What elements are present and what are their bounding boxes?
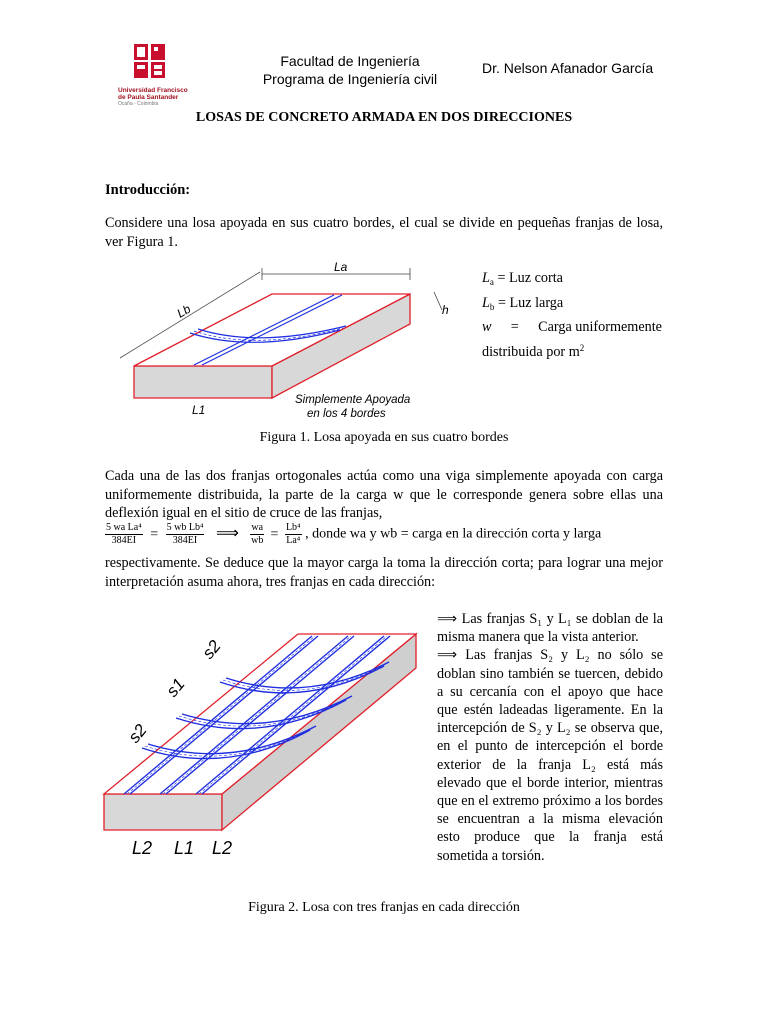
university-logo xyxy=(118,42,208,106)
figure2-side-text xyxy=(437,610,663,865)
paragraph-deflection: Cada una de las dos franjas ortogonales actúa como una viga simplemente apoyada con carga uniformemente distribuida, la parte de la carga w que le corresponde genera sobre ellas una deflexión igual en el sitio de cruce de las franjas, xyxy=(105,468,663,521)
program-name: Programa de Ingeniería civil xyxy=(262,71,438,87)
figure2-three-strips-diagram xyxy=(102,608,422,872)
dim-h-line xyxy=(434,292,442,310)
eq-fraction-3: $\frac{wa}{wb}$ xyxy=(251,522,264,546)
figure1-slab-diagram xyxy=(112,258,472,426)
legend-lb: $L_b$ = Luz larga xyxy=(482,294,564,312)
eq-fraction-4: $\frac{\text{Lb⁴}}{\text{La⁴}}$ xyxy=(285,522,301,546)
label-lb: Lb xyxy=(174,301,194,321)
eq-fraction-1: $\frac{\text{5 wa La⁴}}{384EI}$ xyxy=(106,522,142,546)
ufps-logo-icon xyxy=(118,42,208,82)
label-s2-bottom: s2 xyxy=(124,720,151,747)
equation-line: $\frac{\text{5 wa La⁴}}{384EI}$ = $\frac{\text{5 wb Lb⁴}}{384EI}$ ⟹ $\frac{wa}{wb}$ = $\frac{\text{Lb⁴}}{\text{La⁴}}$ , donde wa y wb = carga en la dirección corta y larga xyxy=(106,522,602,546)
faculty-name: Facultad de Ingeniería xyxy=(280,53,420,69)
eq-fraction-2: $\frac{\text{5 wb Lb⁴}}{384EI}$ xyxy=(166,522,204,546)
label-la: La xyxy=(334,260,348,274)
eq-tail-text: , donde wa y wb = carga en la dirección corta y larga xyxy=(305,526,602,542)
figure1-legend xyxy=(482,268,662,362)
side-bullet-1: ⟹ Las franjas S₁ y L₁ se doblan de la misma manera que la vista anterior. xyxy=(437,611,663,646)
logo-caption-3: Ocaña - Colombia xyxy=(118,101,159,107)
label-h: h xyxy=(442,303,449,317)
side-bullet-2: ⟹ Las franjas S₂ y L₂ no sólo se doblan sino también se tuercen, debido a su cercanía con el apoyo que hace que estén ladeadas ligeramente. En la intercepción de S₂ y L₂ se observa que, en el punto de intercepción el borde exterior de la franja L₂ está más elevado que el borde interior, mientras que en el extremo próximo a los bordes se encuentran a la misma elevación esto produce que la franja está sometida a torsión. xyxy=(437,647,663,864)
legend-w: w = Carga uniformemente xyxy=(482,319,662,335)
author-name: Dr. Nelson Afanador García xyxy=(482,60,654,76)
note-simple-support-1: Simplemente Apoyada xyxy=(295,394,411,406)
label-s2-top: s2 xyxy=(198,636,225,663)
slab2-front-face xyxy=(104,794,222,830)
paragraph-interpretation: respectivamente. Se deduce que la mayor carga la toma la dirección corta; para lograr una mejor interpretación asuma ahora, tres franjas en cada dirección: xyxy=(105,555,663,590)
label-s1: s1 xyxy=(162,674,189,701)
legend-la: $L_a$ = Luz corta xyxy=(482,270,563,287)
label-l2-left: L2 xyxy=(132,838,153,858)
figure1-caption: Figura 1. Losa apoyada en sus cuatro bordes xyxy=(259,430,509,445)
figure2-caption: Figura 2. Losa con tres franjas en cada dirección xyxy=(248,900,520,915)
logo-caption-1: Universidad Francisco xyxy=(118,87,188,94)
header-center xyxy=(230,52,470,88)
label-l1: L1 xyxy=(192,403,206,417)
label-l2-right: L2 xyxy=(212,838,233,858)
intro-heading: Introducción: xyxy=(105,182,191,198)
intro-paragraph: Considere una losa apoyada en sus cuatro bordes, el cual se divide en pequeñas franjas de losa, ver Figura 1. xyxy=(105,215,663,250)
document-title: LOSAS DE CONCRETO ARMADA EN DOS DIRECCIONES xyxy=(195,110,573,125)
slab-front-face xyxy=(134,366,272,398)
note-simple-support-2: en los 4 bordes xyxy=(307,408,386,420)
label-l1-fig2: L1 xyxy=(174,838,195,858)
legend-w-2: distribuida por $m^2$ xyxy=(482,342,585,360)
logo-caption-2: de Paula Santander xyxy=(118,94,179,101)
